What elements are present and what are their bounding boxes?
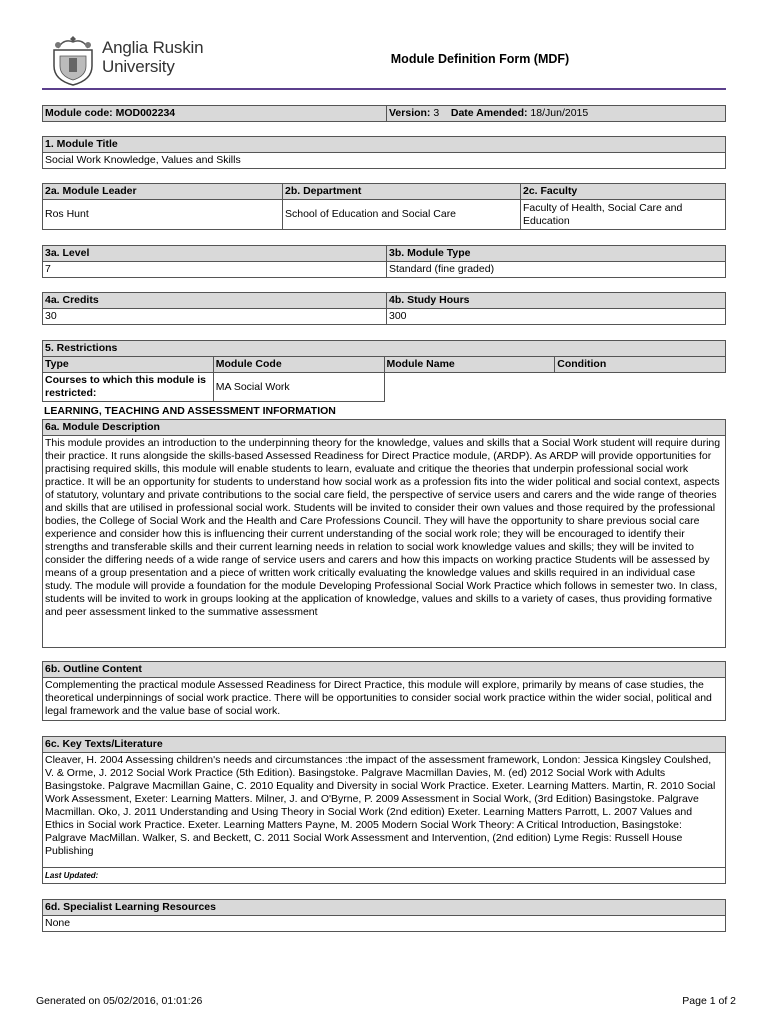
key-texts-heading: 6c. Key Texts/Literature — [43, 737, 726, 753]
date-amended-label: Date Amended: — [450, 107, 528, 119]
module-leader-table — [42, 183, 726, 230]
header-rule — [42, 88, 726, 90]
module-description-table — [42, 419, 726, 648]
module-title-heading: 1. Module Title — [43, 137, 726, 153]
restrictions-col-type: Type — [43, 357, 214, 373]
restrictions-col-name: Module Name — [384, 357, 555, 373]
learning-resources-table — [42, 899, 726, 932]
learning-resources-value: None — [43, 916, 726, 932]
study-hours-heading: 4b. Study Hours — [387, 293, 726, 309]
restrictions-heading: 5. Restrictions — [43, 341, 726, 357]
faculty-value: Faculty of Health, Social Care and Education — [521, 200, 726, 230]
logo-wordmark — [102, 38, 203, 76]
level-heading: 3a. Level — [43, 246, 387, 262]
restrictions-row-code: MA Social Work — [213, 373, 384, 402]
module-leader-value: Ros Hunt — [43, 200, 283, 230]
credits-table — [42, 292, 726, 325]
generated-timestamp: Generated on 05/02/2016, 01:01:26 — [36, 995, 203, 1007]
learning-section-title: LEARNING, TEACHING AND ASSESSMENT INFORMATION — [44, 405, 336, 417]
page-number: Page 1 of 2 — [682, 995, 736, 1007]
last-updated-label: Last Updated: — [43, 868, 726, 884]
level-value: 7 — [43, 262, 387, 278]
outline-content-table — [42, 661, 726, 721]
restrictions-row-type: Courses to which this module is restricted: — [43, 373, 214, 402]
module-type-value: Standard (fine graded) — [387, 262, 726, 278]
module-title-table — [42, 136, 726, 169]
date-amended-value: 18/Jun/2015 — [530, 107, 589, 119]
logo-line-1: Anglia Ruskin — [102, 38, 204, 57]
version-label: Version: — [389, 107, 431, 119]
level-table — [42, 245, 726, 278]
study-hours-value: 300 — [387, 309, 726, 325]
restrictions-table — [42, 340, 726, 402]
module-type-heading: 3b. Module Type — [387, 246, 726, 262]
restrictions-col-condition: Condition — [555, 357, 726, 373]
university-logo — [50, 36, 220, 86]
key-texts-table — [42, 736, 726, 884]
key-texts-text: Cleaver, H. 2004 Assessing children's needs and circumstances :the impact of the assessment framework, London: Jessica Kingsley Coulshed, V. & Orme, J. 2012 Social Work Practice (5th Edition). Basingstoke. Palgrave Macmillan Davies, M. (ed) 2012 Social Work with Adults Basingstoke. Palgrave Macmillan Gaine, C. 2010 Equality and Diversity in social Work Practice. Exeter. Learning Matters. Martin, R. 2010 Social Work Assessment, Exeter: Learning Matters. Milner, J. and O'Byrne, P. 2009 Assessment in Social Work, (3rd Edition) Basingstoke. Palgrave Macmillan. Oko, J. 2011 Understanding and Using Theory in Social Work (2nd edition) Exeter. Learning Matters Parrott, L. 2007 Values and Ethics in Social work Practice. Exeter. Learning Matters Payne, M. 2005 Modern Social Work Theory: A Critical Introduction, Basingstoke: Palgrave MacMillan. Walker, S. and Beckett, C. 2011 Social Work Assessment and Intervention, (2nd edition) Lyme Regis: Russell House Publishing — [43, 753, 726, 868]
module-description-text: This module provides an introduction to the underpinning theory for the knowledge, values and skills that a Social Work student will require during their practice. It runs alongside the skills-based Assessed Readiness for Direct Practice module, (ARDP). As ARDP will provide opportunities for practising required skills, this module will enable students to learn, evaluate and critique the theories that underpin professional social work practice. It will be an opportunity for students to understand how social work as a profession fits into the wider political and social context, aspects of statutory, voluntary and private contributions to the social care field, the perspective of service users and carers and the wide range of theories and skills that are utilised in professional social work. Students will be invited to consider their own values and those required by the professional bodies, the College of Social Work and the Health and Care Professions Council. They will have the opportunity to share previous social care experience and consider how this is influencing their current understanding of the social work role; they will be encouraged to identify their strengths and transferable skills and their current learning needs in relation to social work knowledge values and skills; they will be invited to consider the differing needs of a wide range of service users and carers and how this impacts on working practice Students will be assessed by means of a group presentation and a piece of written work critically evaluating the knowledge values and skills required in an individual case study. The module will provide a foundation for the module Developing Professional Social Work Practice which follows in semester two. In class, students will be invited to work in groups looking at the application of knowledge, values and skills to a variety of cases, thus providing formative and peer assessment linked to the summative assessment — [43, 436, 726, 648]
logo-line-2: University — [102, 57, 175, 76]
restrictions-row-name — [384, 373, 555, 402]
credits-heading: 4a. Credits — [43, 293, 387, 309]
outline-content-heading: 6b. Outline Content — [43, 662, 726, 678]
form-title: Module Definition Form (MDF) — [390, 52, 570, 66]
version-value: 3 — [433, 107, 440, 119]
module-leader-heading: 2a. Module Leader — [43, 184, 283, 200]
credits-value: 30 — [43, 309, 387, 325]
module-title-value: Social Work Knowledge, Values and Skills — [43, 153, 726, 169]
module-code-table — [42, 105, 726, 122]
restrictions-row-condition — [555, 373, 726, 402]
learning-resources-heading: 6d. Specialist Learning Resources — [43, 900, 726, 916]
module-description-heading: 6a. Module Description — [43, 420, 726, 436]
faculty-heading: 2c. Faculty — [521, 184, 726, 200]
crest-icon — [50, 36, 96, 86]
department-heading: 2b. Department — [283, 184, 521, 200]
restrictions-col-code: Module Code — [213, 357, 384, 373]
module-code: Module code: MOD002234 — [43, 106, 387, 122]
version-date-cell — [387, 106, 726, 122]
department-value: School of Education and Social Care — [283, 200, 521, 230]
outline-content-text: Complementing the practical module Assessed Readiness for Direct Practice, this module will explore, primarily by means of case studies, the theoretical underpinnings of social work practice. There will be opportunities to consider social work practice within the wider social, political and legal framework and the value base of social work. — [43, 678, 726, 721]
